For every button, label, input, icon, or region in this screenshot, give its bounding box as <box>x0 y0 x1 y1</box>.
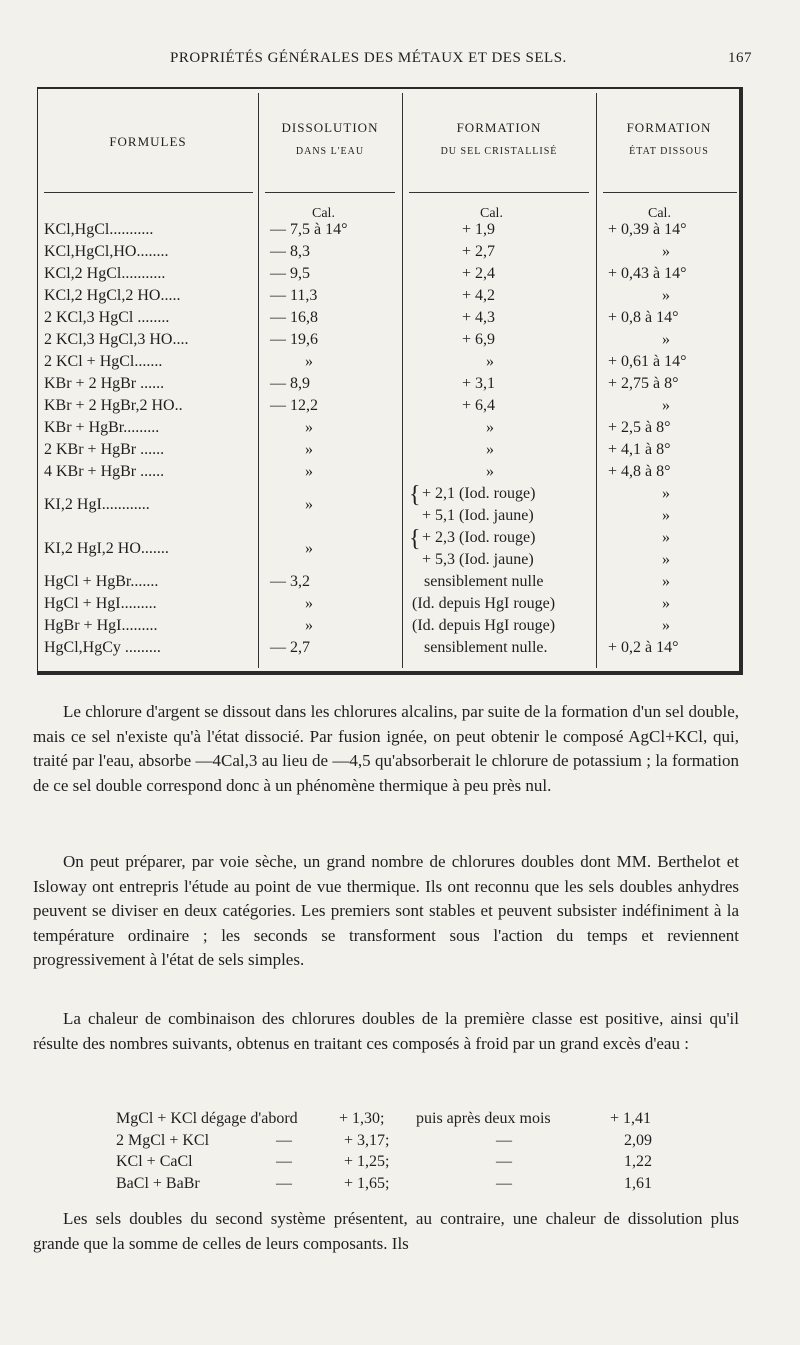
formula-cell: HgCl + HgBr....... <box>44 573 159 590</box>
dissolution-cell: » <box>305 463 313 480</box>
paragraph-text: On peut préparer, par voie sèche, un grand nombre de chlorures doubles dont MM. Berthelot et Isloway ont entrepris l'étude au point de vue thermique. Ils ont reconnu que les sels doubles anhydres peuvent se diviser en deux catégories. Les premiers sont stables et peuvent subsister indéfiniment à la température ordinaire ; les seconds se transforment sous l'action du temps et reviennent progressivement à l'état de sels simples. <box>33 852 739 970</box>
header-dissolution: DISSOLUTION DANS L'EAU <box>281 120 379 157</box>
calc-mid-text: puis après deux mois <box>416 1110 551 1127</box>
dissous-cell: » <box>662 595 670 612</box>
dissolution-cell: » <box>305 540 313 557</box>
list-item <box>116 1151 676 1173</box>
formula-cell: 4 KBr + HgBr ...... <box>44 463 165 480</box>
dissolution-cell: » <box>305 441 313 458</box>
dissous-cell: » <box>662 617 670 634</box>
formula-cell: KI,2 HgI,2 HO....... <box>44 540 169 557</box>
dissolution-cell: » <box>305 353 313 370</box>
formula-cell: KBr + 2 HgBr ...... <box>44 375 165 392</box>
dissous-cell: » <box>662 331 670 348</box>
running-title: PROPRIÉTÉS GÉNÉRALES DES MÉTAUX ET DES SELS. <box>170 50 567 66</box>
column-divider <box>596 93 597 668</box>
dissolution-cell: — 12,2 <box>270 397 318 414</box>
calc-dash: — <box>496 1174 512 1192</box>
calc-first-value: + 3,17; <box>344 1131 390 1149</box>
calc-formula: BaCl + BaBr <box>116 1174 200 1192</box>
dissolution-cell: — 3,2 <box>270 573 310 590</box>
list-item <box>116 1130 676 1152</box>
paragraph <box>33 850 739 973</box>
cristal-cell: sensiblement nulle <box>424 573 544 590</box>
calc-dash: — <box>496 1153 512 1170</box>
cristal-cell: » <box>486 463 494 480</box>
dissous-cell: + 0,61 à 14° <box>608 353 687 370</box>
calc-dash: — <box>496 1131 512 1149</box>
formula-cell: KCl,HgCl,HO........ <box>44 243 169 260</box>
cristal-cell: sensiblement nulle. <box>424 639 548 656</box>
calc-first-value: + 1,65; <box>344 1174 390 1192</box>
calc-first-value: + 1,25; <box>344 1153 390 1170</box>
dissous-cell: » <box>662 573 670 590</box>
header-cristal: FORMATION DU SEL CRISTALLISÉ <box>440 120 558 157</box>
calc-dash: — <box>276 1174 292 1192</box>
calc-formula: KCl + CaCl <box>116 1153 193 1170</box>
formula-cell: KI,2 HgI............ <box>44 496 150 513</box>
formula-cell: KBr + 2 HgBr,2 HO.. <box>44 397 183 414</box>
header-rule <box>603 192 737 193</box>
calc-first-value: + 1,30; <box>339 1110 385 1127</box>
cristal-cell: (Id. depuis HgI rouge) <box>412 595 556 612</box>
formula-cell: 2 KCl + HgCl....... <box>44 353 163 370</box>
calc-second-value: + 1,41 <box>610 1110 652 1127</box>
formula-cell: HgBr + HgI......... <box>44 617 158 634</box>
list-item <box>116 1108 676 1130</box>
formula-cell: KBr + HgBr......... <box>44 419 160 436</box>
cristal-cell: + 5,3 (Iod. jaune) <box>422 551 534 568</box>
calc-formula: MgCl + KCl dégage d'abord <box>116 1110 298 1127</box>
formula-cell: 2 KCl,3 HgCl,3 HO.... <box>44 331 189 348</box>
dissous-cell: + 0,8 à 14° <box>608 309 679 326</box>
dissous-cell: » <box>662 507 670 524</box>
calc-second-value: 1,22 <box>624 1153 652 1170</box>
header-rule <box>409 192 589 193</box>
paragraph <box>33 1007 739 1056</box>
dissous-cell: + 0,2 à 14° <box>608 639 679 656</box>
dissous-cell: + 4,1 à 8° <box>608 441 671 458</box>
dissous-cell: + 2,75 à 8° <box>608 375 679 392</box>
cristal-cell: + 2,4 <box>462 265 496 282</box>
cristal-cell: + 6,4 <box>462 397 496 414</box>
cristal-cell: » <box>486 353 494 370</box>
formula-cell: 2 KCl,3 HgCl ........ <box>44 309 170 326</box>
cristal-cell: + 2,1 (Iod. rouge) <box>422 485 536 502</box>
dissolution-cell: — 7,5 à 14° <box>270 221 348 238</box>
calc-dash: — <box>276 1131 292 1149</box>
dissous-cell: + 2,5 à 8° <box>608 419 671 436</box>
cristal-cell: + 2,7 <box>462 243 496 260</box>
cristal-cell: » <box>486 441 494 458</box>
header-dissous: FORMATION ÉTAT DISSOUS <box>626 120 712 157</box>
dissous-cell: » <box>662 551 670 568</box>
calc-formula: 2 MgCl + KCl <box>116 1131 210 1149</box>
dissous-cell: + 0,39 à 14° <box>608 221 687 238</box>
header-rule <box>44 192 253 193</box>
formula-cell: 2 KBr + HgBr ...... <box>44 441 165 458</box>
dissolution-cell: — 2,7 <box>270 639 310 656</box>
dissolution-cell: » <box>305 617 313 634</box>
paragraph-text: La chaleur de combinaison des chlorures doubles de la première classe est positive, ainsi qu'il résulte des nombres suivants, obtenus en traitant ces composés à froid par un grand excès d'eau : <box>33 1009 739 1053</box>
paragraph-text: Les sels doubles du second système présentent, au contraire, une chaleur de dissolution plus grande que la somme de celles de leurs composants. Ils <box>33 1209 739 1253</box>
formula-cell: KCl,2 HgCl........... <box>44 265 166 282</box>
dissolution-cell: — 11,3 <box>270 287 318 304</box>
header-formules: FORMULES <box>109 134 187 149</box>
dissous-cell: + 4,8 à 8° <box>608 463 671 480</box>
dissous-cell: » <box>662 397 670 414</box>
formula-cell: KCl,2 HgCl,2 HO..... <box>44 287 181 304</box>
column-divider <box>402 93 403 668</box>
cristal-cell: + 3,1 <box>462 375 496 392</box>
formula-cell: HgCl,HgCy ......... <box>44 639 161 656</box>
dissous-cell: + 0,43 à 14° <box>608 265 687 282</box>
cristal-cell: + 5,1 (Iod. jaune) <box>422 507 534 524</box>
cristal-cell: + 2,3 (Iod. rouge) <box>422 529 536 546</box>
dissous-cell: » <box>662 485 670 502</box>
formula-cell: HgCl + HgI......... <box>44 595 157 612</box>
unit-label: Cal. <box>312 206 335 221</box>
paragraph <box>33 1207 739 1256</box>
page-number: 167 <box>728 50 752 66</box>
dissolution-cell: — 19,6 <box>270 331 318 348</box>
brace-icon: { <box>409 482 421 508</box>
header-rule <box>265 192 395 193</box>
dissous-cell: » <box>662 287 670 304</box>
dissolution-cell: — 16,8 <box>270 309 318 326</box>
calc-second-value: 2,09 <box>624 1131 652 1149</box>
dissolution-cell: » <box>305 419 313 436</box>
cristal-cell: » <box>486 419 494 436</box>
dissolution-cell: — 8,9 <box>270 375 310 392</box>
unit-label: Cal. <box>480 206 503 221</box>
calc-dash: — <box>276 1153 292 1170</box>
dissous-cell: » <box>662 243 670 260</box>
heat-values-list <box>116 1108 676 1194</box>
paragraph-text: Le chlorure d'argent se dissout dans les chlorures alcalins, par suite de la formation d'un sel double, mais ce sel n'existe qu'à l'état dissocié. Par fusion ignée, on peut obtenir le composé AgCl+KCl, qui, traité par l'eau, absorbe —4Cal,3 au lieu de —4,5 qu'absorberait le chlorure de potassium ; la formation de ce sel double correspond donc à un phénomène thermique à peu près nul. <box>33 702 739 795</box>
dissous-cell: » <box>662 529 670 546</box>
cristal-cell: + 4,2 <box>462 287 496 304</box>
dissolution-cell: » <box>305 595 313 612</box>
unit-label: Cal. <box>648 206 671 221</box>
cristal-cell: (Id. depuis HgI rouge) <box>412 617 556 634</box>
dissolution-cell: » <box>305 496 313 513</box>
cristal-cell: + 1,9 <box>462 221 496 238</box>
calc-second-value: 1,61 <box>624 1174 652 1192</box>
brace-icon: { <box>409 526 421 552</box>
cristal-cell: + 4,3 <box>462 309 496 326</box>
cristal-cell: + 6,9 <box>462 331 496 348</box>
column-divider <box>258 93 259 668</box>
dissolution-cell: — 9,5 <box>270 265 310 282</box>
list-item <box>116 1173 676 1195</box>
paragraph <box>33 700 739 798</box>
formula-cell: KCl,HgCl........... <box>44 221 154 238</box>
dissolution-cell: — 8,3 <box>270 243 310 260</box>
